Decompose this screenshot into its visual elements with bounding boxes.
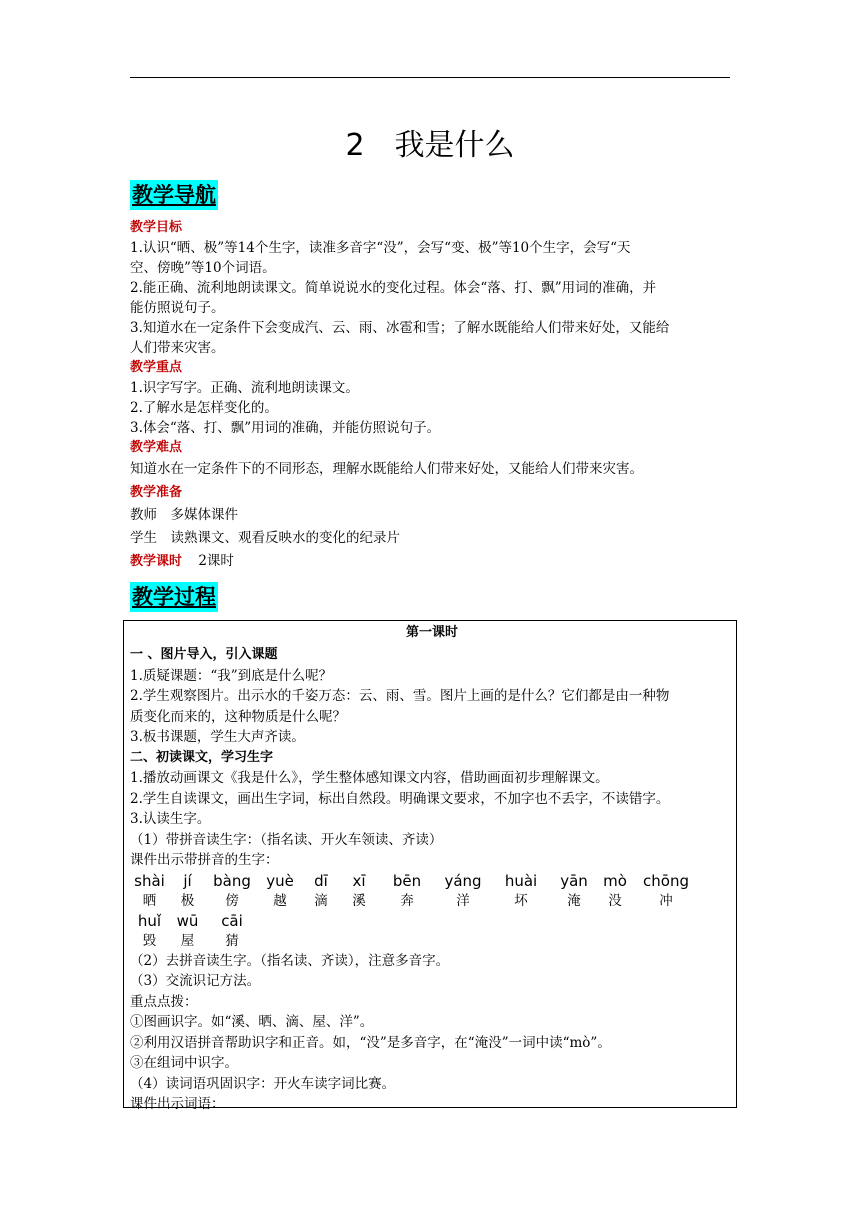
new-character: 没 bbox=[608, 892, 622, 909]
section-line: 课件出示词语： bbox=[130, 1096, 225, 1112]
section-line: 1.质疑课题：“我”到底是什么呢？ bbox=[130, 667, 333, 684]
header-rule bbox=[130, 77, 730, 78]
section-one-heading: 一 、图片导入，引入课题 bbox=[130, 647, 278, 662]
section-line: （1）带拼音读生字：（指名读、开火车领读、齐读） bbox=[130, 831, 443, 848]
section-line: 1.播放动画课文《我是什么》，学生整体感知课文内容，借助画面初步理解课文。 bbox=[130, 770, 609, 786]
difficulties-label: 教学难点 bbox=[130, 440, 183, 455]
new-character: 洋 bbox=[456, 892, 470, 909]
pinyin-syllable: bàng bbox=[213, 871, 251, 890]
lesson-table bbox=[123, 620, 737, 1112]
new-character: 毁 bbox=[142, 932, 157, 949]
preparation-line: 教师 多媒体课件 bbox=[130, 507, 238, 523]
pinyin-row bbox=[130, 871, 734, 891]
character-row bbox=[130, 891, 734, 911]
hours-row bbox=[130, 550, 730, 573]
goal-line: 2.能正确、流利地朗读课文。简单说说水的变化过程。体会“落、打、飘”用词的准确，并 bbox=[130, 280, 657, 296]
key-point-line: 1.识字写字。正确、流利地朗读课文。 bbox=[130, 380, 359, 396]
pinyin-syllable: yuè bbox=[266, 871, 294, 890]
preparation-label: 教学准备 bbox=[130, 485, 183, 500]
pinyin-syllable: huài bbox=[504, 871, 538, 890]
pinyin-syllable: yáng bbox=[444, 871, 482, 890]
new-character: 傍 bbox=[225, 892, 239, 909]
new-character: 猜 bbox=[225, 932, 239, 949]
section-line: ③在组词中识字。 bbox=[130, 1055, 238, 1071]
new-character: 极 bbox=[180, 892, 195, 909]
pinyin-syllable: shài bbox=[134, 871, 165, 890]
new-character: 越 bbox=[273, 892, 287, 909]
page-title: 2 我是什么 bbox=[345, 128, 515, 163]
pinyin-syllable: dī bbox=[314, 871, 328, 890]
process-heading: 教学过程 bbox=[130, 582, 218, 612]
section-line: 重点点拨： bbox=[130, 993, 198, 1010]
section-line: ②利用汉语拼音帮助识字和正音。如，“没”是多音字，在“淹没”一词中读“mò”。 bbox=[130, 1034, 611, 1051]
character-row bbox=[130, 931, 734, 951]
pinyin-syllable: mò bbox=[603, 871, 627, 890]
new-character: 冲 bbox=[659, 892, 673, 909]
pinyin-syllable: chōng bbox=[643, 871, 689, 890]
section-line: （4）读词语巩固识字：开火车读字词比赛。 bbox=[130, 1075, 396, 1092]
new-character: 屋 bbox=[180, 932, 195, 949]
preparation-line: 学生 读熟课文、观看反映水的变化的纪录片 bbox=[130, 530, 400, 546]
new-character: 滴 bbox=[314, 892, 328, 909]
pinyin-syllable: wū bbox=[176, 911, 199, 930]
section-line: （3）交流识记方法。 bbox=[130, 973, 261, 989]
section-line: 2.学生观察图片。出示水的千姿万态：云、雨、雪。图片上画的是什么？它们都是由一种物 bbox=[130, 688, 670, 704]
section-line: （2）去拼音读生字。（指名读、齐读），注意多音字。 bbox=[130, 952, 450, 969]
new-character: 溪 bbox=[352, 892, 366, 909]
lesson-content bbox=[130, 621, 734, 1115]
key-point-line: 3.体会“落、打、飘”用词的准确，并能仿照说句子。 bbox=[130, 420, 441, 436]
pinyin-syllable: huǐ bbox=[137, 911, 162, 930]
difficulty-line: 知道水在一定条件下的不同形态，理解水既能给人们带来好处，又能给人们带来灾害。 bbox=[130, 461, 643, 477]
new-character: 奔 bbox=[400, 892, 414, 909]
new-character: 坏 bbox=[514, 892, 528, 909]
hours-value: 2课时 bbox=[198, 553, 234, 569]
pinyin-syllable: yān bbox=[560, 871, 588, 890]
key-points-label: 教学重点 bbox=[130, 360, 183, 375]
pinyin-syllable: cāi bbox=[221, 911, 243, 930]
goal-line: 1.认识“晒、极”等14个生字，读准多音字“没”，会写“变、极”等10个生字，会写“天 bbox=[130, 240, 631, 256]
nav-heading: 教学导航 bbox=[130, 180, 218, 210]
goal-line: 3.知道水在一定条件下会变成汽、云、雨、冰雹和雪；了解水既能给人们带来好处，又能给 bbox=[130, 320, 670, 336]
pinyin-syllable: bēn bbox=[392, 871, 422, 890]
section-line: 课件出示带拼音的生字： bbox=[130, 852, 279, 868]
goal-line: 空、傍晚”等10个词语。 bbox=[130, 260, 276, 276]
section-line: ①图画识字。如“溪、晒、滴、屋、洋”。 bbox=[130, 1014, 374, 1030]
key-point-line: 2.了解水是怎样变化的。 bbox=[130, 400, 278, 416]
section-line: 3.认读生字。 bbox=[130, 811, 211, 827]
new-character: 晒 bbox=[142, 892, 157, 909]
lesson-title: 第一课时 bbox=[405, 625, 458, 640]
hours-label: 教学课时 bbox=[130, 554, 183, 569]
goal-line: 人们带来灾害。 bbox=[130, 340, 225, 356]
pinyin-syllable: xī bbox=[352, 871, 366, 890]
pinyin-syllable: jí bbox=[183, 871, 192, 890]
section-line: 2.学生自读课文，画出生字词，标出自然段。明确课文要求，不加字也不丢字，不读错字。 bbox=[130, 790, 670, 807]
teaching-nav-content bbox=[130, 218, 730, 573]
section-line: 3.板书课题，学生大声齐读。 bbox=[130, 729, 305, 745]
pinyin-row bbox=[130, 911, 734, 931]
section-two-heading: 二、初读课文，学习生字 bbox=[130, 749, 274, 765]
section-line: 质变化而来的，这种物质是什么呢？ bbox=[130, 708, 346, 725]
goals-label: 教学目标 bbox=[130, 220, 183, 235]
new-character: 淹 bbox=[567, 892, 581, 909]
goal-line: 能仿照说句子。 bbox=[130, 300, 225, 316]
